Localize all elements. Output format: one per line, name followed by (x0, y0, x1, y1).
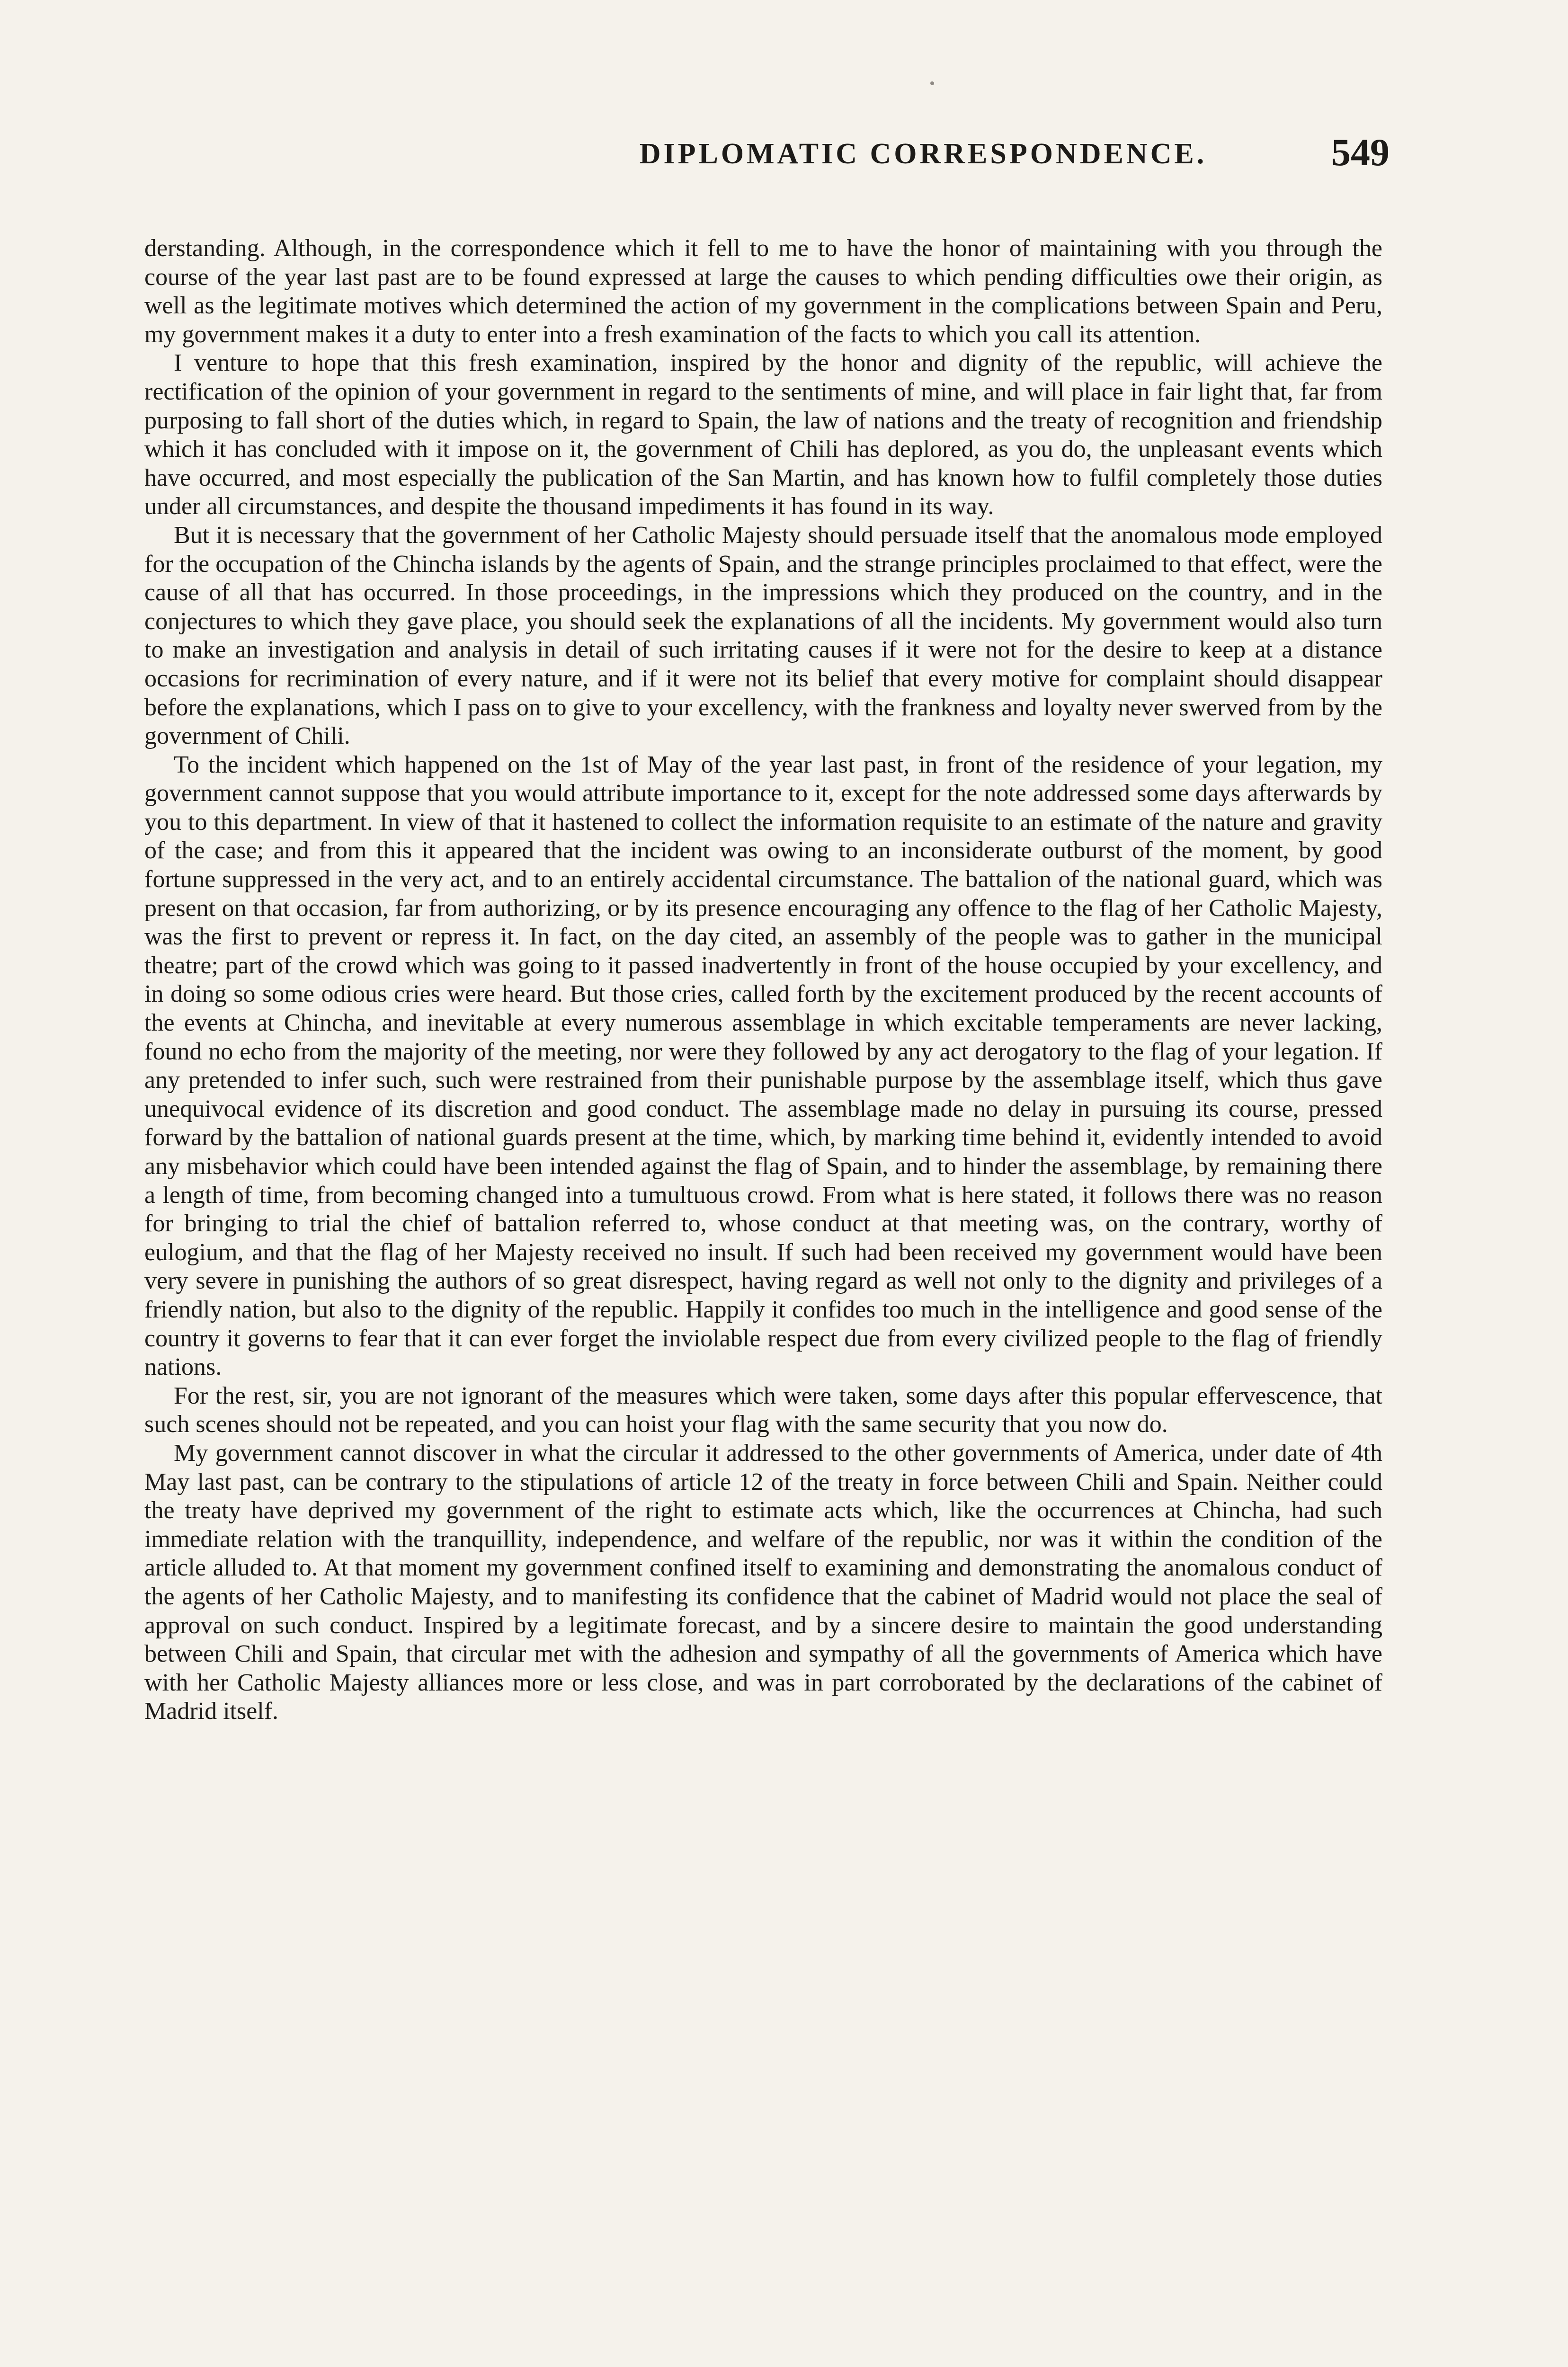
paragraph-4: To the incident which happened on the 1st of May of the year last past, in front of the residence of your legation, my government cannot suppose that you would attribute importance to it, except for the note addressed some days afterwards by you to this department. In view of that it hastened to collect the information requisite to an estimate of the nature and gravity of the case; and from this it appeared that the incident was owing to an inconsiderate outburst of the moment, by good fortune suppressed in the very act, and to an entirely accidental circumstance. The battalion of the national guard, which was present on that occasion, far from authorizing, or by its presence encouraging any offence to the flag of her Catholic Majesty, was the first to prevent or repress it. In fact, on the day cited, an assembly of the people was to gather in the municipal theatre; part of the crowd which was going to it passed inadvertently in front of the house occupied by your excellency, and in doing so some odious cries were heard. But those cries, called forth by the excitement produced by the recent accounts of the events at Chincha, and inevitable at every numerous assemblage in which excitable temperaments are never lacking, found no echo from the majority of the meeting, nor were they followed by any act derogatory to the flag of your legation. If any pretended to infer such, such were restrained from their punishable purpose by the assemblage itself, which thus gave unequivocal evidence of its discretion and good conduct. The assemblage made no delay in pursuing its course, pressed forward by the battalion of national guards present at the time, which, by marking time behind it, evidently intended to avoid any misbehavior which could have been intended against the flag of Spain, and to hinder the assemblage, by remaining there a length of time, from becoming changed into a tumultuous crowd. From what is here stated, it follows there was no reason for bringing to trial the chief of battalion referred to, whose conduct at that meeting was, on the contrary, worthy of eulogium, and that the flag of her Majesty received no insult. If such had been received my government would have been very severe in punishing the authors of so great disrespect, having regard as well not only to the dignity and privileges of a friendly nation, but also to the dignity of the republic. Happily it confides too much in the intelligence and good sense of the country it governs to fear that it can ever forget the inviolable respect due from every civilized people to the flag of friendly nations. (144, 751, 1382, 1381)
paragraph-5: For the rest, sir, you are not ignorant of the measures which were taken, some days after this popular effervescence, that such scenes should not be repeated, and you can hoist your flag with the same security that you now do. (144, 1382, 1382, 1438)
paragraph-3: But it is necessary that the government of her Catholic Majesty should persuade itself that the anomalous mode employed for the occupation of the Chincha islands by the agents of Spain, and the strange principles proclaimed to that effect, were the cause of all that has occurred. In those proceedings, in the impressions which they produced on the country, and in the conjectures to which they gave place, you should seek the explanations of all the incidents. My government would also turn to make an investigation and analysis in detail of such irritating causes if it were not for the desire to keep at a distance occasions for recrimination of every nature, and if it were not its belief that every motive for complaint should disappear before the explanations, which I pass on to give to your excellency, with the frankness and loyalty never swerved from by the government of Chili. (144, 521, 1382, 750)
paragraph-2: I venture to hope that this fresh examination, inspired by the honor and dignity of the republic, will achieve the rectification of the opinion of your government in regard to the sentiments of mine, and will place in fair light that, far from purposing to fall short of the duties which, in regard to Spain, the law of nations and the treaty of recognition and friendship which it has concluded with it impose on it, the government of Chili has deplored, as you do, the unpleasant events which have occurred, and most especially the publication of the San Martin, and has known how to fulfil completely those duties under all circumstances, and despite the thousand impediments it has found in its way. (144, 349, 1382, 520)
paragraph-1: derstanding. Although, in the correspondence which it fell to me to have the honor of maintaining with you through the course of the year last past are to be found expressed at large the causes to which pending difficulties owe their origin, as well as the legitimate motives which determined the action of my government in the complications between Spain and Peru, my government makes it a duty to enter into a fresh examination of the facts to which you call its attention. (144, 235, 1382, 348)
paragraph-6: My government cannot discover in what the circular it addressed to the other governments of America, under date of 4th May last past, can be contrary to the stipulations of article 12 of the treaty in force between Chili and Spain. Neither could the treaty have deprived my government of the right to estimate acts which, like the occurrences at Chincha, had such immediate relation with the tranquillity, independence, and welfare of the republic, nor was it within the condition of the article alluded to. At that moment my government confined itself to examining and demonstrating the anomalous conduct of the agents of her Catholic Majesty, and to manifesting its confidence that the cabinet of Madrid would not place the seal of approval on such conduct. Inspired by a legitimate forecast, and by a sincere desire to maintain the good understanding between Chili and Spain, that circular met with the adhesion and sympathy of all the governments of America which have with her Catholic Majesty alliances more or less close, and was in part corroborated by the declarations of the cabinet of Madrid itself. (144, 1439, 1382, 1725)
page-number: 549 (1331, 131, 1390, 174)
running-head: DIPLOMATIC CORRESPONDENCE. (639, 138, 1207, 170)
body-text (144, 234, 1382, 1726)
ink-speck (930, 81, 934, 85)
